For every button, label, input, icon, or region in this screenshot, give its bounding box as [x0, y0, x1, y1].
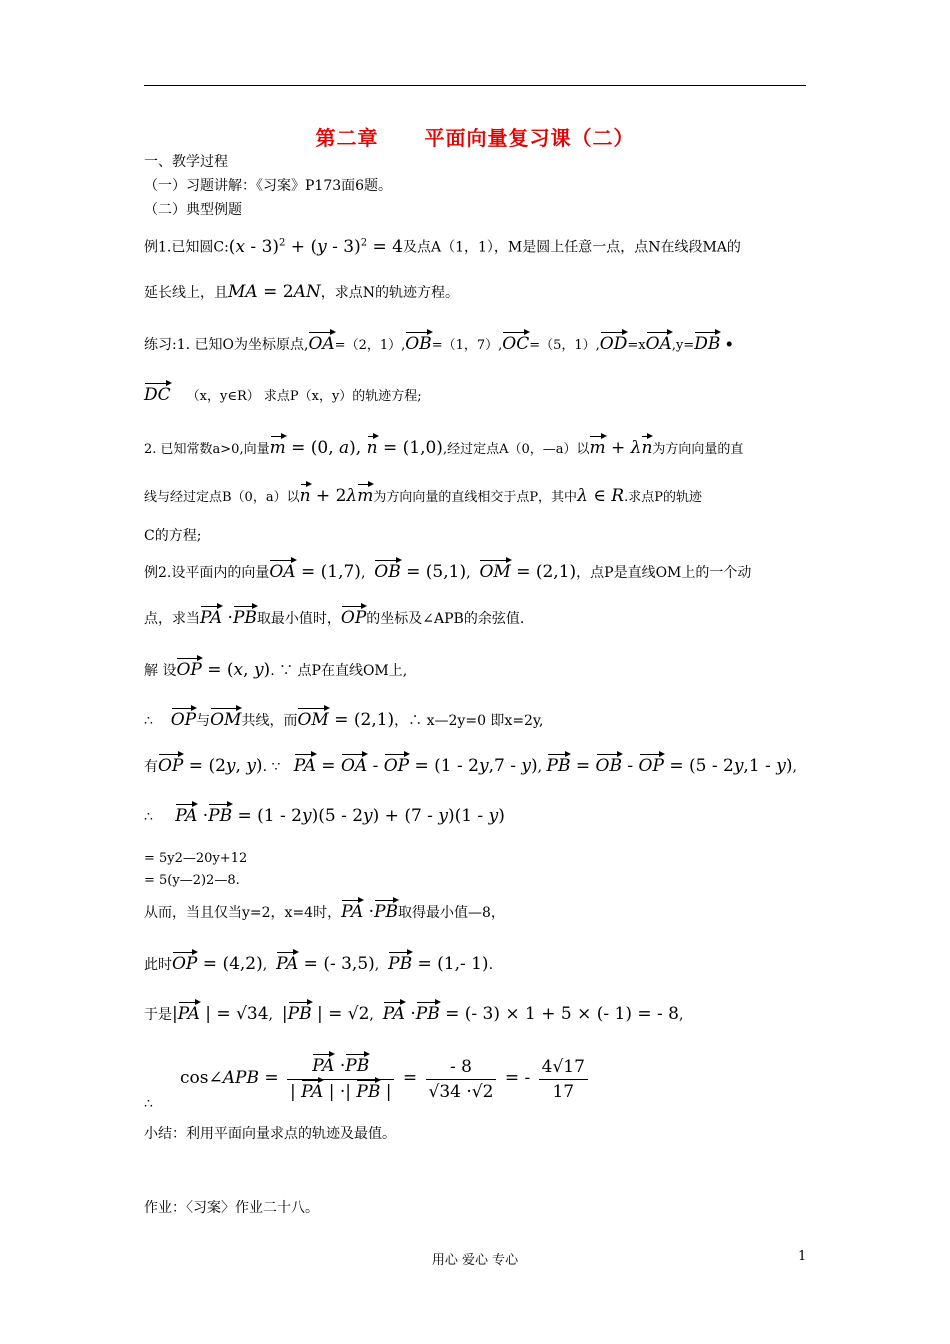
footer-motto: 用心 爱心 专心 — [431, 1253, 519, 1268]
solution-line-7: 从而，当且仅当y=2，x=4时，PA ·PB取得最小值—8， — [144, 902, 505, 922]
section-examples: （二）典型例题 — [144, 202, 242, 218]
practice-1-line-2: DC （x，y∈R） 求点P（x，y）的轨迹方程; — [144, 385, 422, 405]
section-exercise: （一）习题讲解：《习案》P173面6题。 — [144, 178, 393, 194]
example-1-line-2: 延长线上，且MA = 2AN，求点N的轨迹方程。 — [144, 282, 459, 302]
section-teaching: 一、教学过程 — [144, 154, 228, 170]
practice-2-line-1: 2. 已知常数a>0,向量m = (0, a), n = (1,0),经过定点A（0，—a）以m + λn为方向向量的直 — [144, 438, 744, 458]
example-1-line-1: 例1.已知圆C:(x - 3)$^2$ + (y - 3)$^2$ = 4及点A（1，1），M是圆上任意一点，点N在线段MA的 — [144, 236, 741, 257]
practice-1-line-1: 练习:1. 已知O为坐标原点,OA=（2，1）,OB=（1，7）,OC=（5，1）,OD=xOA,y=DB • — [144, 334, 734, 354]
solution-line-1: 解 设OP = (x, y). ∵ 点P在直线OM上, — [144, 660, 408, 680]
solution-line-6: = 5(y—2)2—8. — [144, 873, 240, 888]
page-number: 1 — [798, 1249, 807, 1264]
practice-2-line-3: C的方程; — [144, 528, 202, 544]
homework: 作业：〈习案〉作业二十八。 — [144, 1200, 319, 1216]
ma-an-equation: MA — [228, 282, 258, 302]
solution-line-8: 此时OP = (4,2), PA = (- 3,5), PB = (1,- 1). — [144, 954, 494, 974]
solution-line-9: 于是|PA | = √34, |PB | = √2, PA ·PB = (- 3) × 1 + 5 × (- 1) = - 8, — [144, 1004, 684, 1024]
solution-line-3: 有OP = (2y, y). ∵ PA = OA - OP = (1 - 2y,7 - y), PB = OB - OP = (5 - 2y,1 - y), — [144, 756, 797, 776]
circle-equation: (x - 3)$^2$ + (y - 3)$^2$ = 4 — [228, 236, 403, 257]
header-rule — [144, 85, 806, 86]
practice-2-line-2: 线与经过定点B（0，a）以n + 2λm为方向向量的直线相交于点P，其中λ ∈ R.求点P的轨迹 — [144, 486, 702, 506]
solution-line-5: = 5y2—20y+12 — [144, 851, 248, 866]
solution-line-10: cos∠APB = $\frac{PA \cdot PB}{| PA | \cdot| PB |}$ = $\frac{- 8}{√34 \cdot√2}$ = - $\frac{4√17}{17}$ — [144, 1056, 591, 1102]
title-topic: 平面向量复习课（二） — [424, 126, 635, 150]
solution-line-4: ∴ PA ·PB = (1 - 2y)(5 - 2y) + (7 - y)(1 - y) — [144, 806, 505, 826]
title-chapter: 第二章 — [315, 126, 379, 150]
solution-line-2: ∴ OP与OM共线，而OM = (2,1)，∴ x—2y=0 即x=2y, — [144, 710, 544, 730]
example-2-line-1: 例2.设平面内的向量OA = (1,7), OB = (5,1), OM = (2,1)，点P是直线OM上的一个动 — [144, 562, 752, 582]
example-2-line-2: 点，求当PA ·PB取最小值时，OP的坐标及∠APB的余弦值. — [144, 608, 525, 628]
page-title — [0, 122, 950, 151]
summary: 小结：利用平面向量求点的轨迹及最值。 — [144, 1126, 396, 1142]
solution-therefore: ∴ — [144, 1096, 153, 1112]
cos-apb: cos∠APB = — [180, 1068, 285, 1088]
